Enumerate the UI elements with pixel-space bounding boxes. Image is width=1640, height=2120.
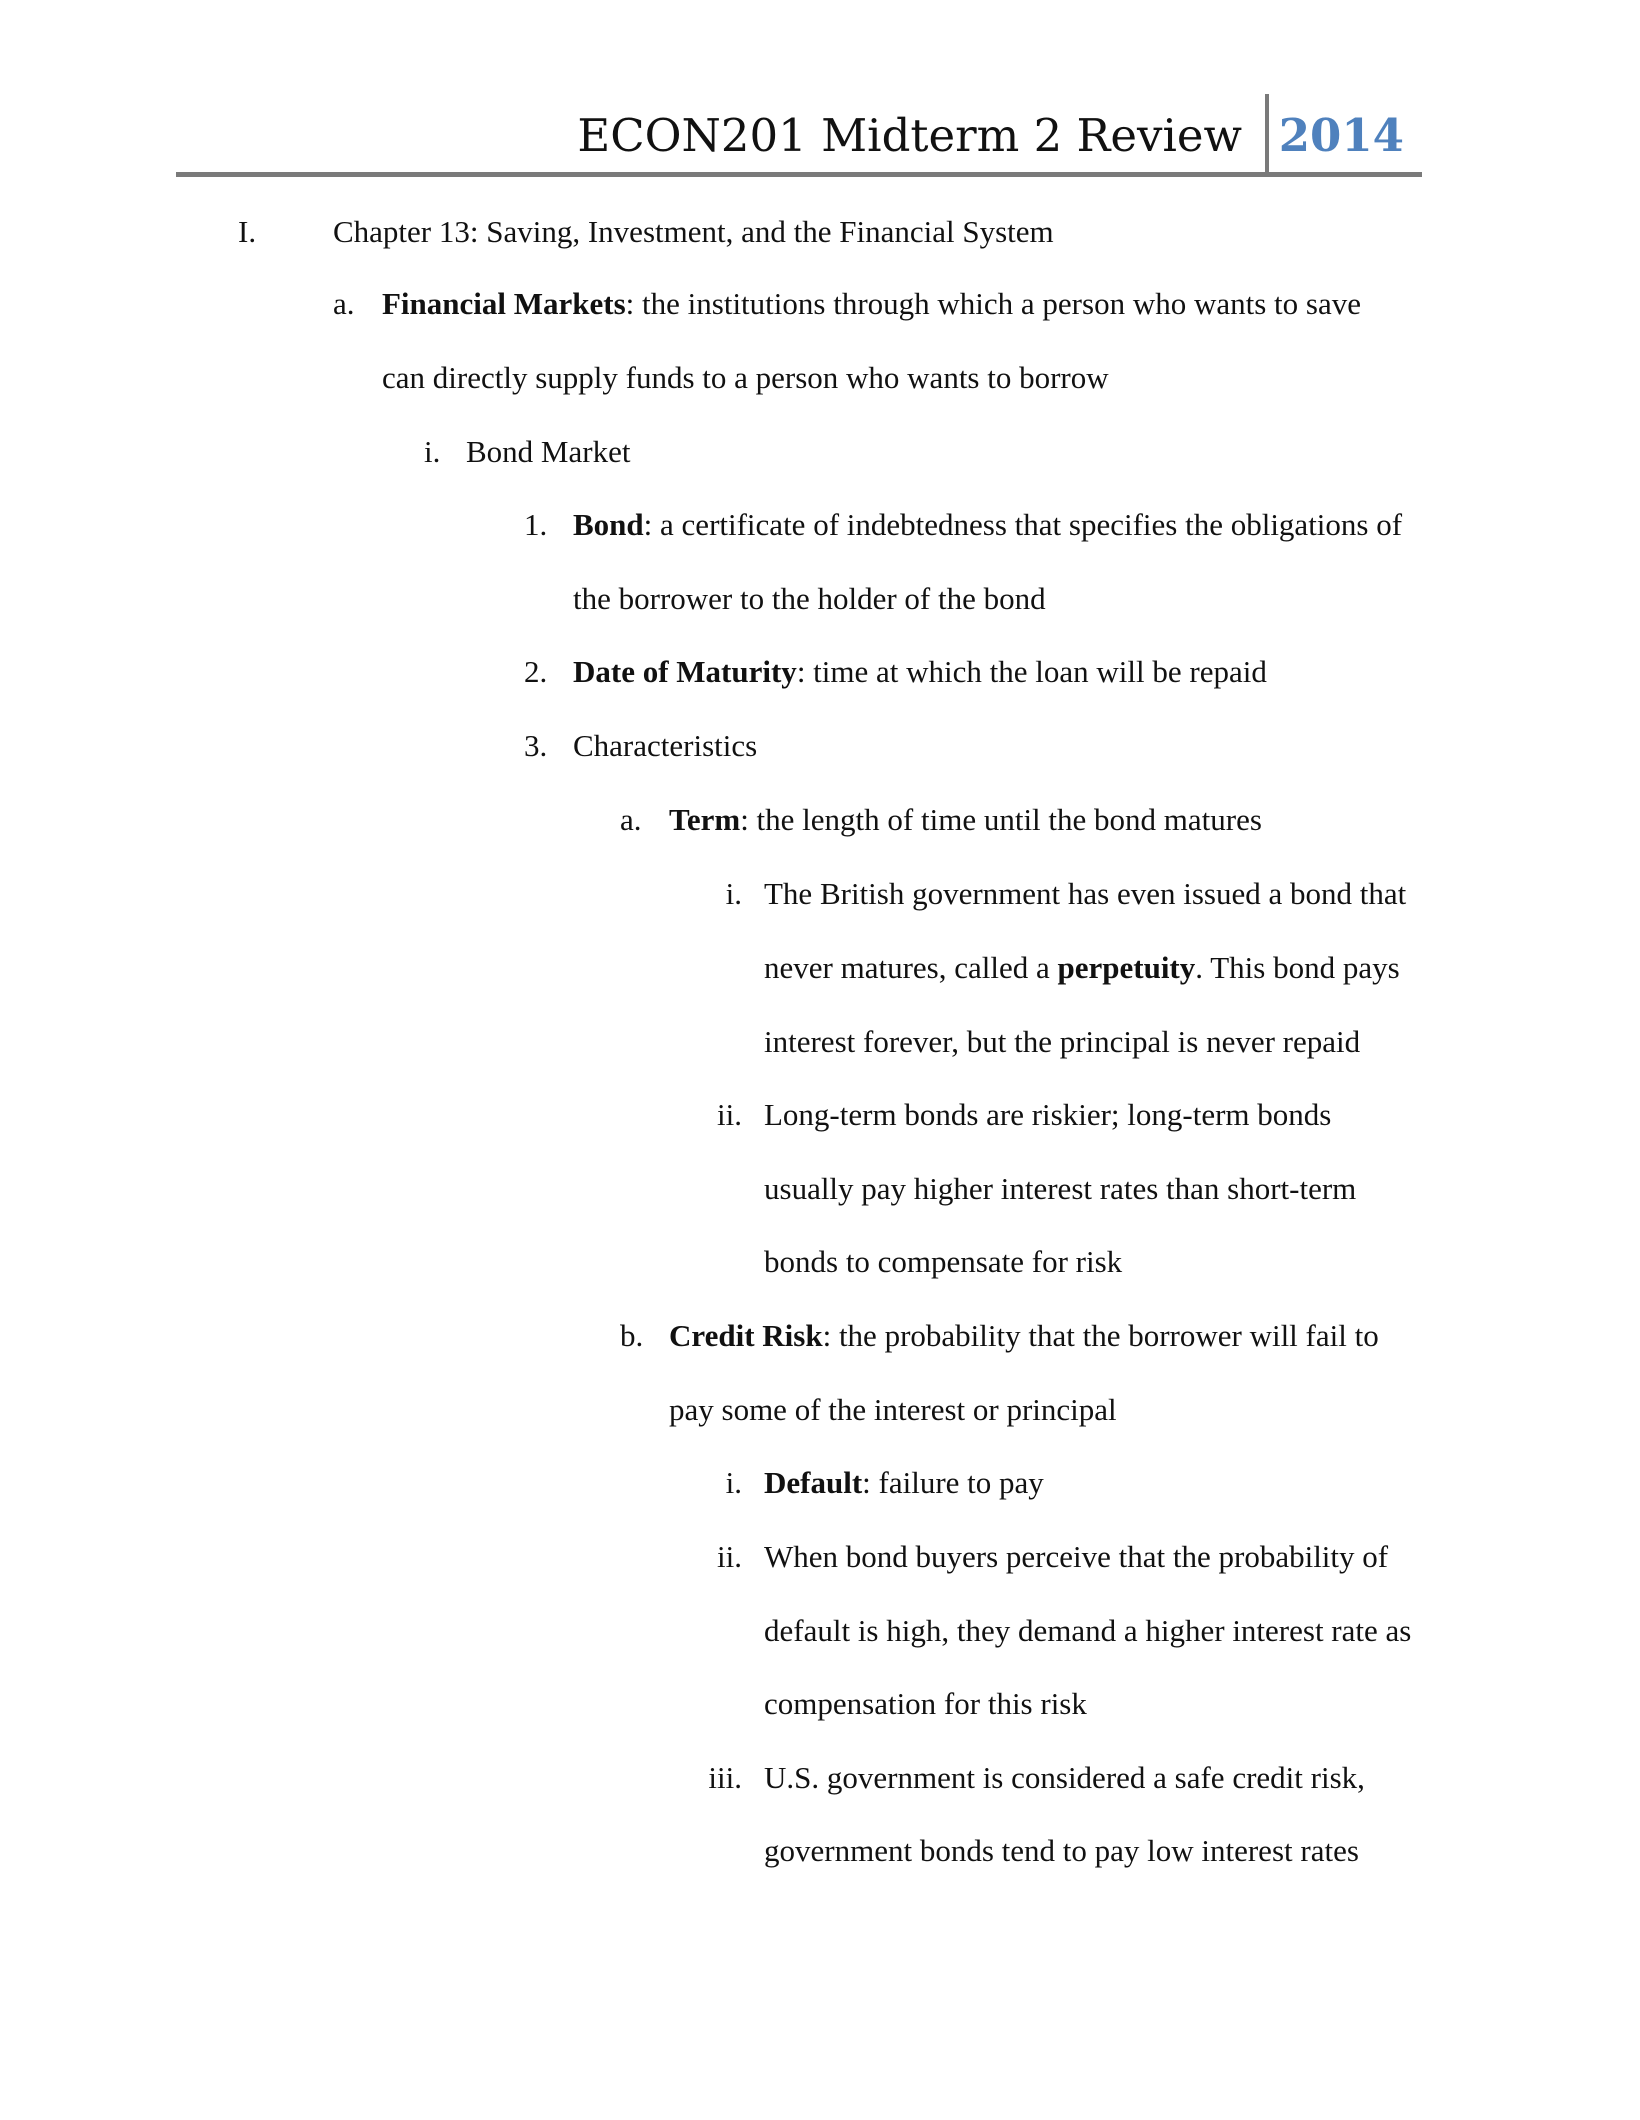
term-marker: a. [620,802,642,837]
term-i-line2 [764,948,1400,988]
term-term: Term [669,802,741,837]
characteristics-marker: 3. [524,728,548,763]
bond-def1: : a certificate of indebtedness that specifies the obligations of [643,507,1403,542]
credit-risk-line1 [669,1316,1379,1356]
credit-i-marker: i. [725,1465,742,1500]
term-ii-line1: Long-term bonds are riskier; long-term bonds [764,1097,1332,1132]
term-i-line2-pre: never matures, called a [764,950,1058,985]
default-def: : failure to pay [862,1465,1044,1500]
term-line [669,800,1262,840]
credit-i-line [764,1463,1044,1503]
credit-iii-marker: iii. [708,1760,742,1795]
page-header [176,100,1422,178]
credit-ii-line2: default is high, they demand a higher interest rate as [764,1613,1412,1648]
maturity-def: : time at which the loan will be repaid [796,654,1267,689]
credit-iii-line1: U.S. government is considered a safe credit risk, [764,1760,1365,1795]
maturity-marker: 2. [524,654,548,689]
term-ii-line2: usually pay higher interest rates than short-term [764,1171,1357,1206]
financial-markets-def1: : the institutions through which a person who wants to save [625,286,1361,321]
term-ii-line3: bonds to compensate for risk [764,1244,1123,1279]
section-marker: I. [238,214,257,249]
bond-line1 [573,505,1402,545]
credit-risk-def1: : the probability that the borrower will fail to [822,1318,1379,1353]
financial-markets-marker: a. [333,286,355,321]
bond-market-label: Bond Market [466,434,631,469]
term-ii-marker: ii. [717,1097,742,1132]
term-def: : the length of time until the bond matures [740,802,1262,837]
financial-markets-line1 [382,284,1361,324]
financial-markets-term: Financial Markets [382,286,626,321]
maturity-line [573,652,1267,692]
credit-ii-line3: compensation for this risk [764,1686,1087,1721]
bond-marker: 1. [524,507,548,542]
term-i-line2-post: . This bond pays [1195,950,1400,985]
credit-risk-def2: pay some of the interest or principal [669,1392,1117,1427]
credit-iii-line2: government bonds tend to pay low interest rates [764,1833,1359,1868]
credit-risk-term: Credit Risk [669,1318,823,1353]
financial-markets-def2: can directly supply funds to a person who wants to borrow [382,360,1109,395]
term-i-line3: interest forever, but the principal is never repaid [764,1024,1361,1059]
term-i-line1: The British government has even issued a bond that [764,876,1407,911]
credit-ii-line1: When bond buyers perceive that the probability of [764,1539,1389,1574]
bond-term: Bond [573,507,644,542]
credit-ii-marker: ii. [717,1539,742,1574]
characteristics-label: Characteristics [573,728,758,763]
section-title: Chapter 13: Saving, Investment, and the Financial System [333,214,1054,249]
maturity-term: Date of Maturity [573,654,797,689]
header-title: ECON201 Midterm 2 Review [577,109,1242,162]
perpetuity-term: perpetuity [1057,950,1196,985]
term-i-marker: i. [725,876,742,911]
header-rule [176,172,1422,177]
header-divider [1265,94,1269,172]
bond-market-marker: i. [424,434,441,469]
bond-def2: the borrower to the holder of the bond [573,581,1046,616]
default-term: Default [764,1465,863,1500]
header-year: 2014 [1278,109,1404,162]
credit-risk-marker: b. [620,1318,644,1353]
